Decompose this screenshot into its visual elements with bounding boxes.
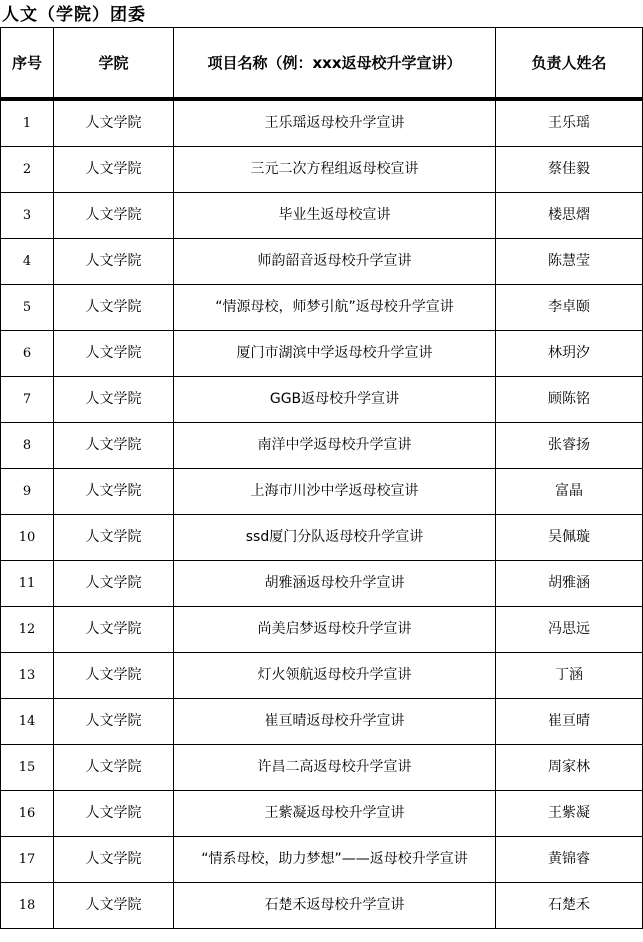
table-row bbox=[1, 837, 643, 883]
cell-college[interactable]: 人文学院 bbox=[54, 607, 174, 653]
table-row bbox=[1, 515, 643, 561]
cell-project[interactable]: 王紫凝返母校升学宣讲 bbox=[174, 791, 496, 837]
table-row bbox=[1, 607, 643, 653]
cell-leader[interactable]: 黄锦睿 bbox=[496, 837, 643, 883]
table-row bbox=[1, 331, 643, 377]
header-college[interactable]: 学院 bbox=[54, 28, 174, 100]
cell-index[interactable]: 8 bbox=[1, 423, 54, 469]
table-row bbox=[1, 561, 643, 607]
table-row bbox=[1, 377, 643, 423]
cell-index[interactable]: 5 bbox=[1, 285, 54, 331]
table-row bbox=[1, 699, 643, 745]
table-row bbox=[1, 653, 643, 699]
cell-index[interactable]: 3 bbox=[1, 193, 54, 239]
cell-leader[interactable]: 蔡佳毅 bbox=[496, 147, 643, 193]
cell-index[interactable]: 2 bbox=[1, 147, 54, 193]
cell-project[interactable]: 许昌二高返母校升学宣讲 bbox=[174, 745, 496, 791]
project-table bbox=[0, 27, 643, 929]
cell-project[interactable]: 王乐瑶返母校升学宣讲 bbox=[174, 99, 496, 147]
cell-index[interactable]: 7 bbox=[1, 377, 54, 423]
cell-college[interactable]: 人文学院 bbox=[54, 377, 174, 423]
cell-project[interactable]: 南洋中学返母校升学宣讲 bbox=[174, 423, 496, 469]
cell-index[interactable]: 18 bbox=[1, 883, 54, 929]
cell-college[interactable]: 人文学院 bbox=[54, 331, 174, 377]
cell-index[interactable]: 1 bbox=[1, 99, 54, 147]
header-row bbox=[1, 28, 643, 100]
cell-college[interactable]: 人文学院 bbox=[54, 285, 174, 331]
cell-college[interactable]: 人文学院 bbox=[54, 837, 174, 883]
cell-leader[interactable]: 富晶 bbox=[496, 469, 643, 515]
cell-project[interactable]: 崔亘晴返母校升学宣讲 bbox=[174, 699, 496, 745]
cell-project[interactable]: “情源母校，师梦引航”返母校升学宣讲 bbox=[174, 285, 496, 331]
cell-index[interactable]: 10 bbox=[1, 515, 54, 561]
cell-leader[interactable]: 崔亘晴 bbox=[496, 699, 643, 745]
cell-leader[interactable]: 张睿扬 bbox=[496, 423, 643, 469]
cell-leader[interactable]: 石楚禾 bbox=[496, 883, 643, 929]
cell-project[interactable]: 厦门市湖滨中学返母校升学宣讲 bbox=[174, 331, 496, 377]
cell-project[interactable]: 尚美启梦返母校升学宣讲 bbox=[174, 607, 496, 653]
table-row bbox=[1, 99, 643, 147]
cell-index[interactable]: 13 bbox=[1, 653, 54, 699]
cell-college[interactable]: 人文学院 bbox=[54, 193, 174, 239]
cell-project[interactable]: 石楚禾返母校升学宣讲 bbox=[174, 883, 496, 929]
cell-project[interactable]: ssd厦门分队返母校升学宣讲 bbox=[174, 515, 496, 561]
cell-project[interactable]: 三元二次方程组返母校宣讲 bbox=[174, 147, 496, 193]
table-row bbox=[1, 239, 643, 285]
cell-index[interactable]: 14 bbox=[1, 699, 54, 745]
cell-project[interactable]: 师韵韶音返母校升学宣讲 bbox=[174, 239, 496, 285]
cell-college[interactable]: 人文学院 bbox=[54, 745, 174, 791]
cell-college[interactable]: 人文学院 bbox=[54, 423, 174, 469]
cell-index[interactable]: 9 bbox=[1, 469, 54, 515]
cell-index[interactable]: 15 bbox=[1, 745, 54, 791]
cell-index[interactable]: 17 bbox=[1, 837, 54, 883]
cell-project[interactable]: 灯火领航返母校升学宣讲 bbox=[174, 653, 496, 699]
cell-college[interactable]: 人文学院 bbox=[54, 653, 174, 699]
cell-college[interactable]: 人文学院 bbox=[54, 883, 174, 929]
cell-index[interactable]: 16 bbox=[1, 791, 54, 837]
cell-leader[interactable]: 楼思熠 bbox=[496, 193, 643, 239]
cell-leader[interactable]: 王乐瑶 bbox=[496, 99, 643, 147]
cell-index[interactable]: 4 bbox=[1, 239, 54, 285]
cell-leader[interactable]: 吴佩璇 bbox=[496, 515, 643, 561]
cell-project[interactable]: GGB返母校升学宣讲 bbox=[174, 377, 496, 423]
cell-leader[interactable]: 胡雅涵 bbox=[496, 561, 643, 607]
table-body bbox=[1, 99, 643, 929]
table-row bbox=[1, 423, 643, 469]
cell-college[interactable]: 人文学院 bbox=[54, 147, 174, 193]
table-row bbox=[1, 883, 643, 929]
cell-college[interactable]: 人文学院 bbox=[54, 469, 174, 515]
cell-college[interactable]: 人文学院 bbox=[54, 699, 174, 745]
table-row bbox=[1, 745, 643, 791]
cell-index[interactable]: 12 bbox=[1, 607, 54, 653]
cell-leader[interactable]: 陈慧莹 bbox=[496, 239, 643, 285]
header-leader[interactable]: 负责人姓名 bbox=[496, 28, 643, 100]
cell-college[interactable]: 人文学院 bbox=[54, 239, 174, 285]
table-row bbox=[1, 193, 643, 239]
cell-project[interactable]: 上海市川沙中学返母校宣讲 bbox=[174, 469, 496, 515]
cell-index[interactable]: 11 bbox=[1, 561, 54, 607]
table-row bbox=[1, 791, 643, 837]
cell-college[interactable]: 人文学院 bbox=[54, 99, 174, 147]
cell-leader[interactable]: 王紫凝 bbox=[496, 791, 643, 837]
table-row bbox=[1, 285, 643, 331]
cell-leader[interactable]: 李卓颐 bbox=[496, 285, 643, 331]
cell-college[interactable]: 人文学院 bbox=[54, 791, 174, 837]
table-row bbox=[1, 147, 643, 193]
header-index[interactable]: 序号 bbox=[1, 28, 54, 100]
cell-index[interactable]: 6 bbox=[1, 331, 54, 377]
cell-project[interactable]: 胡雅涵返母校升学宣讲 bbox=[174, 561, 496, 607]
cell-college[interactable]: 人文学院 bbox=[54, 515, 174, 561]
cell-leader[interactable]: 顾陈铭 bbox=[496, 377, 643, 423]
cell-project[interactable]: 毕业生返母校宣讲 bbox=[174, 193, 496, 239]
cell-college[interactable]: 人文学院 bbox=[54, 561, 174, 607]
cell-project[interactable]: “情系母校，助力梦想”——返母校升学宣讲 bbox=[174, 837, 496, 883]
header-project[interactable]: 项目名称（例：xxx返母校升学宣讲） bbox=[174, 28, 496, 100]
cell-leader[interactable]: 丁涵 bbox=[496, 653, 643, 699]
sheet-title: 人文（学院）团委 bbox=[2, 5, 146, 25]
cell-leader[interactable]: 冯思远 bbox=[496, 607, 643, 653]
cell-leader[interactable]: 林玥汐 bbox=[496, 331, 643, 377]
table-row bbox=[1, 469, 643, 515]
cell-leader[interactable]: 周家林 bbox=[496, 745, 643, 791]
